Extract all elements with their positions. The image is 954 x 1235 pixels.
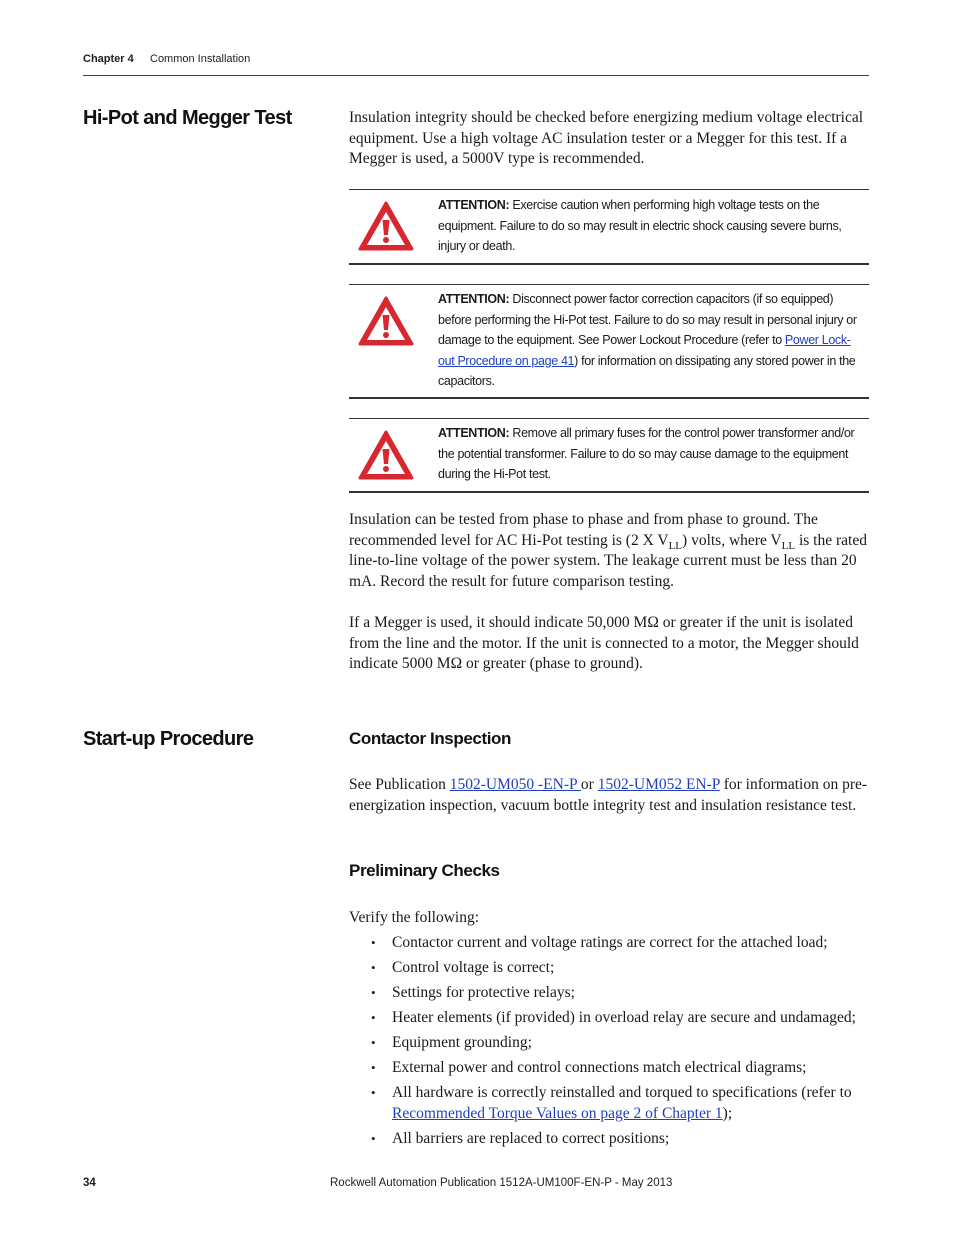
- warning-triangle-icon: [357, 429, 415, 481]
- list-item: • Settings for protective relays;: [349, 983, 874, 1004]
- hipot-section-title: Hi-Pot and Megger Test: [83, 107, 292, 129]
- publication-1502-um052-link[interactable]: 1502-UM052 EN-P: [597, 776, 720, 793]
- attention-text: [438, 423, 858, 485]
- list-item: • External power and control connections match electrical diagrams;: [349, 1058, 874, 1079]
- attention-message: Disconnect power factor correction capacitors (if so equipped) before performing the Hi-Pot test. Failure to do so may result in personal injury or damage to the equipment. See Power Lockout Procedure (refer to: [438, 292, 857, 347]
- attention-box-high-voltage: [349, 189, 869, 265]
- page-number: 34: [83, 1177, 96, 1189]
- list-item: • Heater elements (if provided) in overload relay are secure and undamaged;: [349, 1008, 874, 1029]
- attention-label: ATTENTION:: [438, 292, 510, 306]
- subscript-ll: LL: [668, 539, 683, 552]
- publication-footer: Rockwell Automation Publication 1512A-UM100F-EN-P - May 2013: [330, 1177, 673, 1189]
- chapter-label: Chapter 4: [83, 53, 134, 65]
- attention-message: Exercise caution when performing high voltage tests on the equipment. Failure to do so may result in electric shock causing severe burns, injury or death.: [438, 198, 842, 253]
- startup-section-title: Start-up Procedure: [83, 728, 254, 750]
- attention-message: Remove all primary fuses for the control power transformer and/or the potential transformer. Failure to do so may cause damage to the equipment during the Hi-Pot test.: [438, 426, 855, 481]
- contactor-inspection-heading: Contactor Inspection: [349, 729, 512, 748]
- hipot-intro-paragraph: Insulation integrity should be checked before energizing medium voltage electrical equipment. Use a high voltage AC insulation tester or a Megger for this test. If a Megger is used, a 5000V type is recommended.: [349, 109, 864, 167]
- hipot-level-paragraph: Insulation can be tested from phase to phase and from phase to ground. The recommended level for AC Hi-Pot testing is (2 X $V_{LL}$) volts, where $V_{LL}$ is the rated line-to-line voltage of the power system. The leakage current must be less than 20 mA. Record the result for future comparison testing.: [349, 511, 867, 590]
- warning-triangle-icon: [357, 295, 415, 347]
- chapter-section-title: Common Installation: [150, 53, 251, 65]
- list-item: • Control voltage is correct;: [349, 958, 874, 979]
- preliminary-checks-list: [349, 933, 874, 1154]
- attention-text: [438, 289, 858, 392]
- attention-label: ATTENTION:: [438, 198, 510, 212]
- megger-paragraph: If a Megger is used, it should indicate 50,000 MΩ or greater if the unit is isolated from the line and the motor. If the unit is connected to a motor, the Megger should indicate 5000 MΩ or greater (phase to ground).: [349, 614, 859, 672]
- subscript-ll: LL: [781, 539, 796, 552]
- list-item: • Contactor current and voltage ratings are correct for the attached load;: [349, 933, 874, 954]
- list-item: • All barriers are replaced to correct positions;: [349, 1129, 874, 1150]
- attention-box-capacitors: [349, 284, 869, 399]
- list-item: • All hardware is correctly reinstalled and torqued to specifications (refer to Recommended Torque Values on page 2 of Chapter 1);: [349, 1083, 874, 1124]
- running-header: [83, 53, 250, 65]
- attention-message-end: ) for information on dissipating any stored power in the capacitors.: [438, 353, 856, 388]
- list-item: • Equipment grounding;: [349, 1033, 874, 1054]
- warning-triangle-icon: [357, 200, 415, 252]
- attention-label: ATTENTION:: [438, 426, 510, 440]
- preliminary-checks-lead: Verify the following:: [349, 909, 480, 926]
- publication-1502-um050-link[interactable]: 1502-UM050 -EN-P: [449, 776, 581, 793]
- attention-text: [438, 195, 858, 257]
- contactor-inspection-paragraph: See Publication 1502-UM050 -EN-P or 1502-UM052 EN-P for information on pre-energization inspection, vacuum bottle integrity test and insulation resistance test.: [349, 776, 868, 814]
- header-divider: [83, 75, 869, 76]
- preliminary-checks-heading: Preliminary Checks: [349, 861, 500, 880]
- attention-box-fuses: [349, 418, 869, 493]
- recommended-torque-values-link[interactable]: Recommended Torque Values on page 2 of Chapter 1: [392, 1104, 723, 1122]
- power-lockout-procedure-link[interactable]: Power Lock-out Procedure on page 41: [438, 333, 851, 368]
